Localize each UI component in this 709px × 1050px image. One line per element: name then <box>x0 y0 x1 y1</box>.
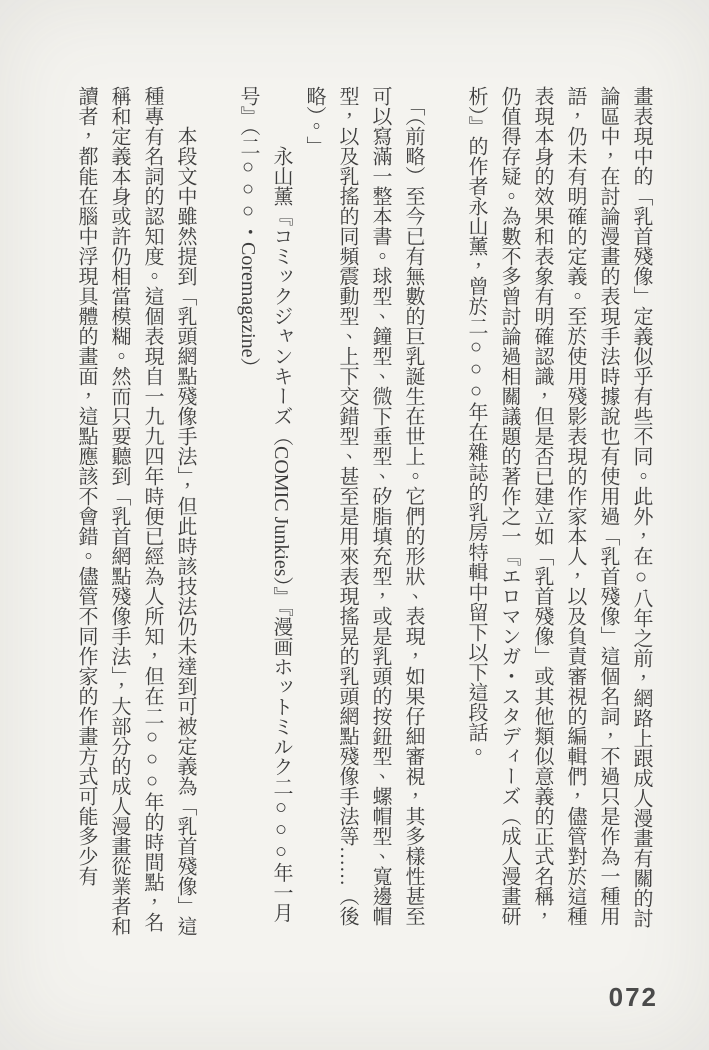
page-number: 072 <box>608 982 658 1012</box>
paragraph-body-2: 本段文中雖然提到「乳頭網點殘像手法」，但此時該技法仍未達到可被定義為「乳首殘像」這種專有名詞的認知度。這個表現自一九九四年時便已經為人所知，但在二○○○年的時間點，名稱和定義本身或許仍相當模糊。然而只要聽到「乳首網點殘像手法」，大部分的成人漫畫從業者和讀者，都能在腦中浮現具體的畫面，這點應該不會錯。儘管不同作家的作畫方式可能多少有 <box>75 86 196 936</box>
paragraph-quote: 「（前略）至今已有無數的巨乳誕生在世上。它們的形狀、表現，如果仔細審視，其多樣性甚至可以寫滿一整本書。球型、鐘型、微下垂型、矽脂填充型，或是乳頭的按鈕型、螺帽型、寬邊帽型，以及乳搖的同頻震動型、上下交錯型、甚至是用來表現搖晃的乳頭網點殘像手法等……（後略）。」 <box>303 86 424 926</box>
vertical-text-block <box>69 86 657 944</box>
paragraph-citation: 永山薰『コミックジャンキーズ（COMIC Junkies）』『漫画ホットミルク二○○○年一月号』（二○○○・Coremagazine） <box>237 86 292 923</box>
paragraph-body-continuation: 畫表現中的「乳首殘像」定義似乎有些不同。此外，在○八年之前，網路上跟成人漫畫有關的討論區中，在討論漫畫的表現手法時據說也有使用過「乳首殘像」這個名詞，不過只是作為一種用語，仍未有明確的定義。至於使用殘影表現的作家本人，以及負責審視的編輯們，儘管對於這種表現本身的效果和表象有明確認識，但是否已建立如「乳首殘像」或其他類似意義的正式名稱，仍值得存疑。為數不多曾討論過相關議題的著作之一『エロマンガ・スタディーズ（成人漫畫研析）』的作者永山薰，曾於二○○○年在雜誌的乳房特輯中留下以下這段話。 <box>465 86 652 928</box>
